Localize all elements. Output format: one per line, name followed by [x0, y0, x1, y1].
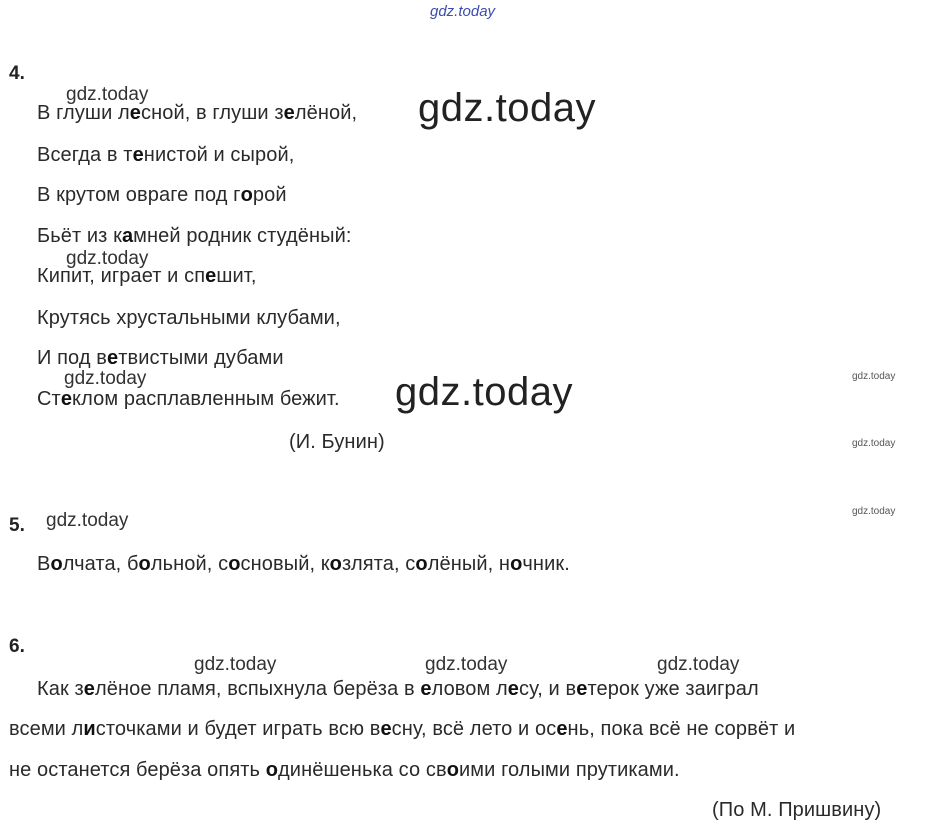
highlighted-letter: о — [446, 759, 460, 781]
text-segment: И под в — [37, 347, 107, 369]
text-segment: чник. — [522, 553, 570, 575]
text-segment: нь, пока всё не сорвёт и — [567, 718, 796, 740]
highlighted-letter: о — [50, 553, 63, 575]
text-segment: Как з — [37, 678, 84, 700]
paragraph-line — [9, 718, 795, 741]
highlighted-letter: е — [380, 718, 392, 740]
text-segment: твистыми дубами — [118, 347, 284, 369]
poem-author: (И. Бунин) — [289, 431, 385, 453]
text-segment: терок уже заиграл — [587, 678, 759, 700]
highlighted-letter: е — [60, 388, 73, 410]
text-segment: льной, с — [150, 553, 229, 575]
text-segment: нистой и сырой, — [143, 144, 295, 166]
highlighted-letter: е — [132, 144, 144, 166]
poem-line — [37, 102, 357, 125]
text-segment: Кипит, играет и сп — [37, 265, 206, 287]
text-segment: лчата, б — [62, 553, 139, 575]
highlighted-letter: о — [510, 553, 523, 575]
text-segment: всеми л — [9, 718, 84, 740]
watermark: gdz.today — [64, 368, 147, 389]
text-segment: лёный, н — [427, 553, 511, 575]
highlighted-letter: е — [576, 678, 588, 700]
task-4-number: 4. — [9, 63, 25, 84]
poem-line — [37, 388, 340, 411]
text-segment: шит, — [216, 265, 257, 287]
text-segment: лёной, — [294, 102, 358, 124]
highlighted-letter: е — [556, 718, 568, 740]
watermark-large: gdz.today — [395, 370, 573, 414]
highlighted-letter: е — [107, 347, 119, 369]
task-6-number: 6. — [9, 636, 25, 657]
highlighted-letter: о — [228, 553, 241, 575]
text-segment: В — [37, 553, 51, 575]
poem-line — [37, 265, 257, 288]
poem-line — [37, 225, 352, 248]
text-segment: не останется берёза опять — [9, 759, 266, 781]
highlighted-letter: о — [240, 184, 253, 206]
watermark-large: gdz.today — [418, 86, 596, 130]
highlighted-letter: е — [420, 678, 432, 700]
text-segment: сну, всё лето и ос — [391, 718, 557, 740]
text-segment: злята, с — [341, 553, 416, 575]
text-segment: лёное пламя, вспыхнула берёза в — [94, 678, 421, 700]
highlighted-letter: е — [83, 678, 95, 700]
text-segment: сной, в глуши з — [141, 102, 284, 124]
text-segment: В глуши л — [37, 102, 130, 124]
highlighted-letter: о — [265, 759, 279, 781]
highlighted-letter: е — [205, 265, 217, 287]
highlighted-letter: и — [83, 718, 96, 740]
highlighted-letter: о — [138, 553, 151, 575]
word-list — [37, 553, 570, 576]
poem-line — [37, 144, 294, 167]
watermark-tiny: gdz.today — [852, 371, 896, 382]
text-segment: Крутясь хрустальными клубами, — [37, 307, 341, 329]
text-segment: Бьёт из к — [37, 225, 122, 247]
text-segment: мней родник студёный: — [133, 225, 352, 247]
watermark: gdz.today — [46, 510, 129, 531]
text-segment: клом расплавленным бежит. — [72, 388, 340, 410]
task-5-number: 5. — [9, 515, 25, 536]
text-segment: В крутом овраге под г — [37, 184, 241, 206]
paragraph-line — [37, 678, 759, 701]
watermark-tiny: gdz.today — [852, 506, 896, 517]
text-segment: ими голыми прутиками. — [459, 759, 680, 781]
watermark: gdz.today — [66, 248, 149, 269]
watermark: gdz.today — [66, 84, 149, 105]
text-segment: Всегда в т — [37, 144, 133, 166]
paragraph-line — [9, 759, 680, 782]
highlighted-letter: е — [129, 102, 141, 124]
poem-line — [37, 347, 284, 370]
text-segment: ловом л — [431, 678, 508, 700]
watermark: gdz.today — [194, 654, 277, 675]
poem-line — [37, 307, 341, 330]
paragraph-author: (По М. Пришвину) — [712, 799, 882, 821]
watermark: gdz.today — [425, 654, 508, 675]
text-segment: рой — [252, 184, 287, 206]
watermark-top: gdz.today — [430, 3, 496, 20]
text-segment: су, и в — [519, 678, 577, 700]
text-segment: сточками и будет играть всю в — [95, 718, 381, 740]
highlighted-letter: е — [283, 102, 295, 124]
highlighted-letter: о — [415, 553, 428, 575]
highlighted-letter: о — [329, 553, 342, 575]
poem-line — [37, 184, 287, 207]
highlighted-letter: е — [507, 678, 520, 700]
text-segment: сновый, к — [240, 553, 330, 575]
watermark-tiny: gdz.today — [852, 438, 896, 449]
watermark: gdz.today — [657, 654, 740, 675]
highlighted-letter: а — [121, 225, 134, 247]
text-segment: динёшенька со св — [278, 759, 447, 781]
text-segment: Ст — [37, 388, 61, 410]
